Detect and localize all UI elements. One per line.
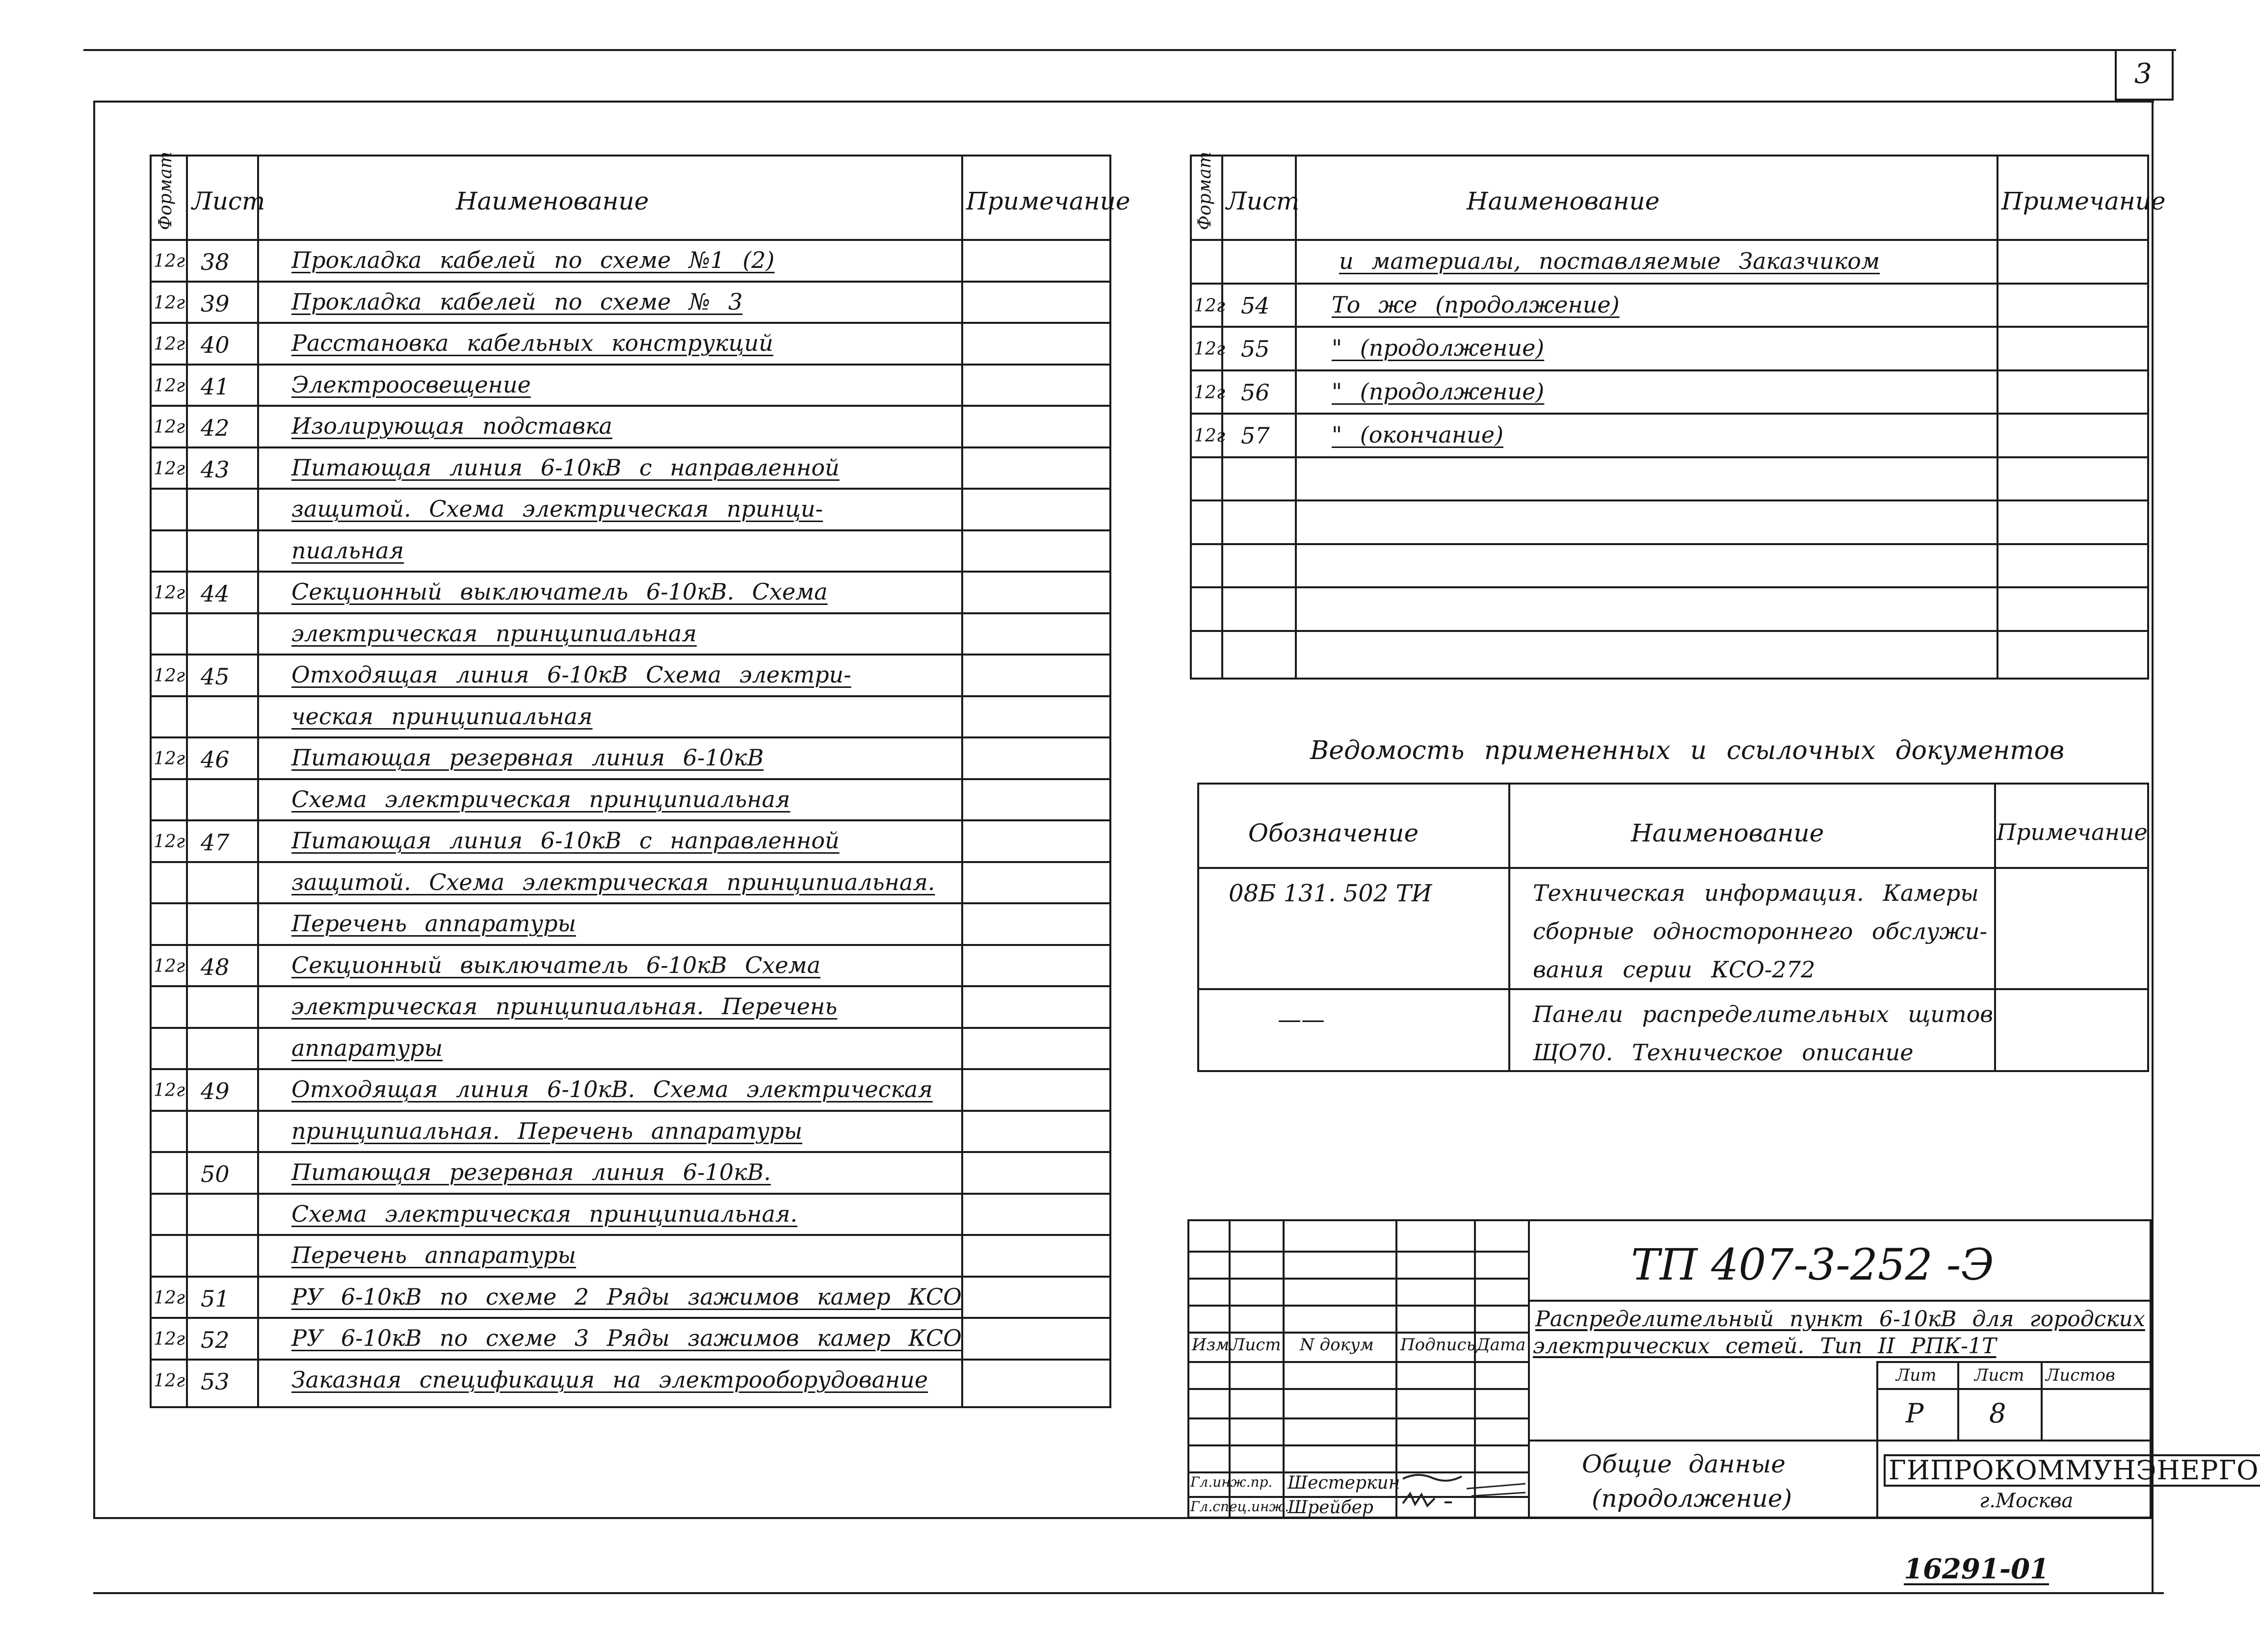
row-sheet: 43 [201,456,230,483]
table-row [152,364,1109,405]
row-sheet: 47 [201,829,230,856]
table-row [1192,283,2147,326]
row-sheet: 48 [201,953,230,980]
column-label: Дата [1476,1335,1526,1355]
row-name: и материалы, поставляемые Заказчиком [1339,248,1880,274]
row-sheet: 51 [201,1285,230,1312]
row-designation: 08Б 131. 502 ТИ [1229,880,1432,907]
person-name: Шрейбер [1288,1497,1373,1518]
row-format: 12г [154,334,185,354]
row-designation: —— [1278,1006,1325,1033]
row-name: Заказная спецификация на электрооборудование [291,1366,928,1393]
row-name: То же (продолжение) [1332,291,1620,318]
row-name: Отходящая линия 6-10кВ. Схема электрическая [291,1076,933,1102]
table-row [152,446,1109,488]
row-format: 12г [154,583,185,603]
row-sheet: 39 [201,290,230,317]
page-number: 3 [2134,58,2152,90]
row-name-line: вания серии КСО-272 [1533,956,1815,983]
row-name: Расстановка кабельных конструкций [291,330,773,356]
row-format: 12г [154,832,185,852]
row-name: Электроосвещение [291,371,531,398]
row-divider [1189,1444,1528,1446]
row-name: РУ 6-10кВ по схеме 3 Ряды зажимов камер КСО [291,1325,962,1351]
row-divider [1189,1361,1528,1363]
header-name: Наименование [1631,819,1824,847]
header-designation: Обозначение [1248,819,1419,847]
row-format: 12г [154,749,185,769]
header-format: Формат [1195,151,1215,230]
organization-city: г.Москва [1979,1490,2074,1512]
row-sheet: 55 [1241,336,1270,362]
title-block [1187,1219,2259,1519]
stage-label: Лист [1974,1365,2024,1385]
row-name: Секционный выключатель 6-10кВ Схема [291,951,821,978]
page-number-box [2115,49,2174,101]
row-name: Изолирующая подставка [291,413,612,439]
header-sheet: Лист [1226,187,1300,215]
table-row [1192,369,2147,413]
row-sheet: 45 [201,663,230,690]
table-row [152,1027,1109,1069]
row-format: 12г [1194,382,1226,403]
column-label: Изм [1192,1335,1230,1355]
row-sheet: 53 [201,1368,230,1395]
row-sheet: 40 [201,332,230,358]
row-name: Схема электрическая принципиальная [291,786,790,813]
row-name: РУ 6-10кВ по схеме 2 Ряды зажимов камер КСО [291,1283,962,1310]
table-row [152,861,1109,903]
left-document-table [150,151,1130,1408]
organization-name: ГИПРОКОММУНЭНЕРГО [1884,1454,2260,1487]
column-label: Лист [1231,1335,1281,1355]
row-sheet: 49 [201,1078,230,1104]
row-name: Схема электрическая принципиальная. [291,1200,798,1227]
row-format: 12г [154,251,185,271]
grid-line [1876,1361,1878,1517]
row-name-line: ЩО70. Техническое описание [1533,1039,1914,1066]
description-line: электрических сетей. Тип II РПК-1Т [1533,1334,1997,1359]
table-row [152,1193,1109,1234]
table-row [152,281,1109,322]
table-row [152,1317,1109,1359]
header-note: Примечание [2001,187,2166,215]
table-row [152,902,1109,944]
table-row [152,529,1109,571]
table-row [1192,630,2147,674]
table-row [152,695,1109,737]
right-document-table [1190,151,2166,680]
row-sheet: 50 [201,1161,230,1187]
row-name: Прокладка кабелей по схеме № 3 [291,288,743,315]
row-format: 12г [154,1329,185,1349]
table-row [152,612,1109,654]
row-name: Прокладка кабелей по схеме №1 (2) [291,247,775,273]
header-note: Примечание [1997,819,2148,845]
table-row [152,778,1109,820]
table-row [152,654,1109,695]
grid-line [1876,1388,2150,1390]
row-sheet: 38 [201,249,230,275]
table-row [152,239,1109,281]
header-name: Наименование [456,187,649,215]
row-sheet: 52 [201,1327,230,1353]
table-row [152,571,1109,612]
row-sheet: 54 [1241,292,1270,319]
table-row [152,1234,1109,1276]
doc-code: ТП 407-3-252 -Э [1631,1239,1994,1290]
top-border-line [83,49,2176,51]
grid-line [2041,1361,2043,1440]
person-role: Гл.спец.инж. [1190,1498,1289,1515]
row-format: 12г [1194,295,1226,316]
row-name: Питающая линия 6-10кВ с направленной [291,827,840,854]
row-divider [1189,1332,1528,1334]
row-divider [1189,1278,1528,1280]
grid-line [1528,1440,2150,1442]
table-row [1192,499,2147,543]
references-table [1197,783,2149,1072]
row-name: " (окончание) [1332,421,1504,448]
references-title: Ведомость примененных и ссылочных документов [1310,736,2065,765]
row-name: электрическая принципиальная. Перечень [291,993,838,1020]
row-divider [1189,1417,1528,1419]
grid-line [1876,1361,2150,1363]
header-note: Примечание [966,187,1130,215]
table-row [152,819,1109,861]
stage-label: Листов [2046,1365,2115,1385]
row-format: 12г [154,1370,185,1391]
grid-line [1957,1361,1959,1440]
row-name: защитой. Схема электрическая принципиальная. [291,868,935,895]
row-name: Отходящая линия 6-10кВ Схема электри- [291,661,851,688]
table-row [1199,867,2147,985]
row-format: 12г [154,417,185,437]
column-label: Подпись [1400,1335,1476,1355]
row-name: " (продолжение) [1332,378,1545,405]
frame-top-line [93,101,2154,103]
row-sheet: 41 [201,373,230,400]
table-row [152,1359,1109,1400]
table-row [152,985,1109,1027]
header-name: Наименование [1467,187,1660,215]
table-row [1192,326,2147,369]
table-row [1192,586,2147,630]
table-row [152,488,1109,529]
row-format: 12г [154,458,185,479]
stage-label: Лит [1896,1365,1937,1385]
row-format: 12г [154,956,185,976]
row-sheet: 56 [1241,379,1270,406]
column-label: N докум [1300,1335,1374,1355]
row-name-line: Техническая информация. Камеры [1533,880,1979,906]
row-name: Питающая линия 6-10кВ с направленной [291,454,840,481]
row-divider [1189,1251,1528,1253]
row-divider [1189,1388,1528,1390]
header-format: Формат [156,151,176,230]
table-row [152,405,1109,446]
table-row [1192,413,2147,456]
row-sheet: 42 [201,415,230,441]
row-format: 12г [154,375,185,396]
table-row [1192,543,2147,587]
header-sheet: Лист [192,187,265,215]
sheet-title-line: Общие данные [1582,1450,1786,1478]
table-row [152,736,1109,778]
row-name: Питающая резервная линия 6-10кВ. [291,1159,771,1185]
row-sheet: 44 [201,580,230,607]
row-name: " (продолжение) [1332,335,1545,361]
row-name: Секционный выключатель 6-10кВ. Схема [291,578,828,605]
row-name: Питающая резервная линия 6-10кВ [291,744,764,771]
row-sheet: 57 [1241,422,1270,449]
row-format: 12г [154,292,185,313]
doc-code-divider [1528,1300,2150,1302]
table-row [152,1276,1109,1317]
table-row [152,1068,1109,1110]
row-format: 12г [154,666,185,686]
table-row [152,944,1109,986]
table-row [1192,239,2147,283]
table-row [1192,456,2147,500]
row-name: защитой. Схема электрическая принци- [291,496,823,522]
row-name-line: Панели распределительных щитов [1533,1001,1994,1027]
stage-value: Р [1906,1398,1924,1429]
person-name: Шестеркин [1288,1473,1400,1493]
frame-right-line [2152,101,2154,1592]
signature-marks [1398,1469,1530,1516]
archive-number: 16291-01 [1904,1553,2049,1585]
row-name: принципиальная. Перечень аппаратуры [291,1117,803,1144]
person-role: Гл.инж.пр. [1190,1474,1273,1490]
table-row [152,1151,1109,1193]
row-sheet: 46 [201,746,230,773]
table-row [152,322,1109,364]
sheet-value: 8 [1989,1398,2006,1429]
description-line: Распределительный пункт 6-10кВ для городских [1535,1307,2145,1332]
row-name: пиальная [291,537,404,564]
table-row [1199,988,2147,1106]
table-row [152,1110,1109,1152]
row-format: 12г [1194,339,1226,359]
row-name: Перечень аппаратуры [291,910,576,937]
row-format: 12г [154,1287,185,1308]
row-name: ческая принципиальная [291,703,593,730]
row-format: 12г [1194,426,1226,446]
bottom-edge-line [93,1592,2164,1594]
row-name: аппаратуры [291,1034,443,1061]
row-format: 12г [154,1080,185,1101]
row-name-line: сборные одностороннего обслужи- [1533,918,1987,944]
sheet-title-line: (продолжение) [1592,1484,1792,1513]
row-name: Перечень аппаратуры [291,1242,576,1268]
row-name: электрическая принципиальная [291,620,697,647]
row-divider [1189,1305,1528,1307]
frame-left-line [93,101,95,1519]
